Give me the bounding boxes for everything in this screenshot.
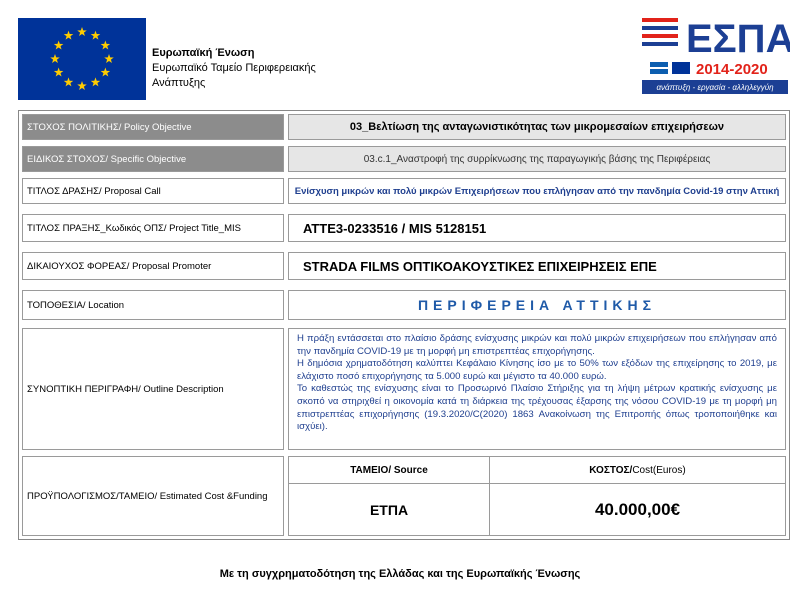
eu-star-icon bbox=[91, 77, 101, 86]
location-cell bbox=[288, 290, 786, 320]
row-description bbox=[19, 325, 789, 453]
policy-label: ΣΤΟΧΟΣ ΠΟΛΙΤΙΚΗΣ/ Policy Objective bbox=[22, 114, 284, 140]
location-value: ΠΕΡΙΦΕΡΕΙΑ ΑΤΤΙΚΗΣ bbox=[417, 297, 657, 313]
eu-star-icon bbox=[101, 68, 111, 77]
row-budget bbox=[19, 453, 789, 539]
row-call bbox=[19, 175, 789, 207]
project-value: ΑΤΤΕ3-0233516 / MIS 5128151 bbox=[303, 220, 487, 236]
eu-star-icon bbox=[77, 81, 87, 90]
row-policy bbox=[19, 111, 789, 143]
eu-star-icon bbox=[91, 31, 101, 40]
espa-logo bbox=[640, 6, 790, 102]
project-cell bbox=[288, 214, 786, 242]
espa-years: 2014-2020 bbox=[696, 61, 768, 78]
promoter-value: STRADA FILMS ΟΠΤΙΚΟΑΚΟΥΣΤΙΚΕΣ ΕΠΙΧΕΙΡΗΣΕΙΣ ΕΠΕ bbox=[303, 258, 657, 274]
eu-star-icon bbox=[50, 54, 60, 63]
espa-tagline: ανάπτυξη - εργασία - αλληλεγγύη bbox=[656, 83, 774, 92]
eu-star-icon bbox=[104, 54, 114, 63]
eu-flag-logo bbox=[18, 18, 146, 100]
row-specific bbox=[19, 143, 789, 175]
row-project bbox=[19, 211, 789, 245]
footer-text: Με τη συγχρηματοδότηση της Ελλάδας και της Ευρωπαϊκής Ένωσης bbox=[219, 568, 581, 580]
cost-value: 40.000,00€ bbox=[594, 499, 681, 519]
description-label: ΣΥΝΟΠΤΙΚΗ ΠΕΡΙΓΡΑΦΗ/ Outline Description bbox=[22, 328, 284, 450]
row-location bbox=[19, 287, 789, 323]
specific-label: ΕΙΔΙΚΟΣ ΣΤΟΧΟΣ/ Specific Objective bbox=[22, 146, 284, 172]
cost-header bbox=[490, 457, 785, 484]
eu-line-2: Ευρωπαϊκό Ταμείο Περιφερειακής bbox=[152, 62, 316, 74]
budget-grid bbox=[289, 457, 785, 535]
description-paragraph-1: Η πράξη εντάσσεται στο πλαίσιο δράσης ενίσχυσης μικρών και πολύ μικρών επιχειρήσεων που επλήγησαν από την πανδημία COVID-19 με τη μορφή μη επιστρεπτέας επιχορήγησης. bbox=[297, 333, 777, 357]
specific-value: 03.c.1_Αναστροφή της συρρίκνωσης της παραγωγικής βάσης της Περιφέρειας bbox=[363, 153, 711, 165]
policy-value: 03_Βελτίωση της ανταγωνιστικότητας των μικρομεσαίων επιχειρήσεων bbox=[349, 121, 725, 133]
promoter-cell bbox=[288, 252, 786, 280]
budget-label: ΠΡΟΫΠΟΛΟΓΙΣΜΟΣ/ΤΑΜΕΙΟ/ Estimated Cost &Funding bbox=[22, 456, 284, 536]
header bbox=[0, 0, 800, 108]
project-label: ΤΙΤΛΟΣ ΠΡΑΞΗΣ_Κωδικός ΟΠΣ/ Project Title_MIS bbox=[22, 214, 284, 242]
description-cell bbox=[288, 328, 786, 450]
description-paragraph-3: Το καθεστώς της ενίσχυσης είναι το Προσωρινό Πλαίσιο Στήριξης για τη λήψη μέτρων κρατικής ενίσχυσης με σκοπό να στηριχθεί η οικονομία κατά τη διάρκεια της τρέχουσας έξαρσης της νόσου COVID-19 με τη μορφή μη επιστρεπτέας επιχορήγησης (19.3.2020/C(2020) 1863 Ανακοίνωση της Επιτροπής όπως τροποποιήθηκε και ισχύει). bbox=[297, 383, 777, 433]
description-paragraph-2: Η δημόσια χρηματοδότηση καλύπτει Κεφάλαιο Κίνησης ίσο με το 50% των εξόδων της επιχείρησης το 2019, με ελάχιστο ποσό επιχορήγησης τα 5.000 ευρώ και μέγιστο τα 40.000 ευρώ. bbox=[297, 358, 777, 382]
row-promoter bbox=[19, 249, 789, 283]
cost-header-bold: ΚΟΣΤΟΣ/ bbox=[589, 464, 633, 476]
call-label: ΤΙΤΛΟΣ ΔΡΑΣΗΣ/ Proposal Call bbox=[22, 178, 284, 204]
promoter-label: ΔΙΚΑΙΟΥΧΟΣ ΦΟΡΕΑΣ/ Proposal Promoter bbox=[22, 252, 284, 280]
description-text bbox=[289, 329, 785, 438]
policy-cell bbox=[288, 114, 786, 140]
eu-star-icon bbox=[54, 41, 64, 50]
location-label: ΤΟΠΟΘΕΣΙΑ/ Location bbox=[22, 290, 284, 320]
call-value: Ενίσχυση μικρών και πολύ μικρών Επιχειρήσεων που επλήγησαν από την πανδημία Covid-19 στην Αττική bbox=[294, 185, 780, 197]
fund-header: ΤΑΜΕΙΟ/ Source bbox=[289, 457, 489, 484]
eu-star-icon bbox=[64, 77, 74, 86]
eu-star-icon bbox=[77, 27, 87, 36]
eu-line-1: Ευρωπαϊκή Ένωση bbox=[152, 47, 255, 59]
eu-line-3: Ανάπτυξης bbox=[152, 77, 206, 89]
cost-header-rest: Cost(Euros) bbox=[632, 464, 686, 476]
fund-value: ΕΤΠΑ bbox=[369, 501, 409, 518]
info-table bbox=[18, 110, 790, 540]
budget-cell bbox=[288, 456, 786, 536]
eu-star-icon bbox=[54, 68, 64, 77]
eu-text bbox=[152, 46, 316, 91]
eu-star-icon bbox=[64, 31, 74, 40]
eu-star-icon bbox=[101, 41, 111, 50]
specific-cell bbox=[288, 146, 786, 172]
call-cell bbox=[288, 178, 786, 204]
espa-title: ΕΣΠΑ bbox=[686, 17, 790, 61]
